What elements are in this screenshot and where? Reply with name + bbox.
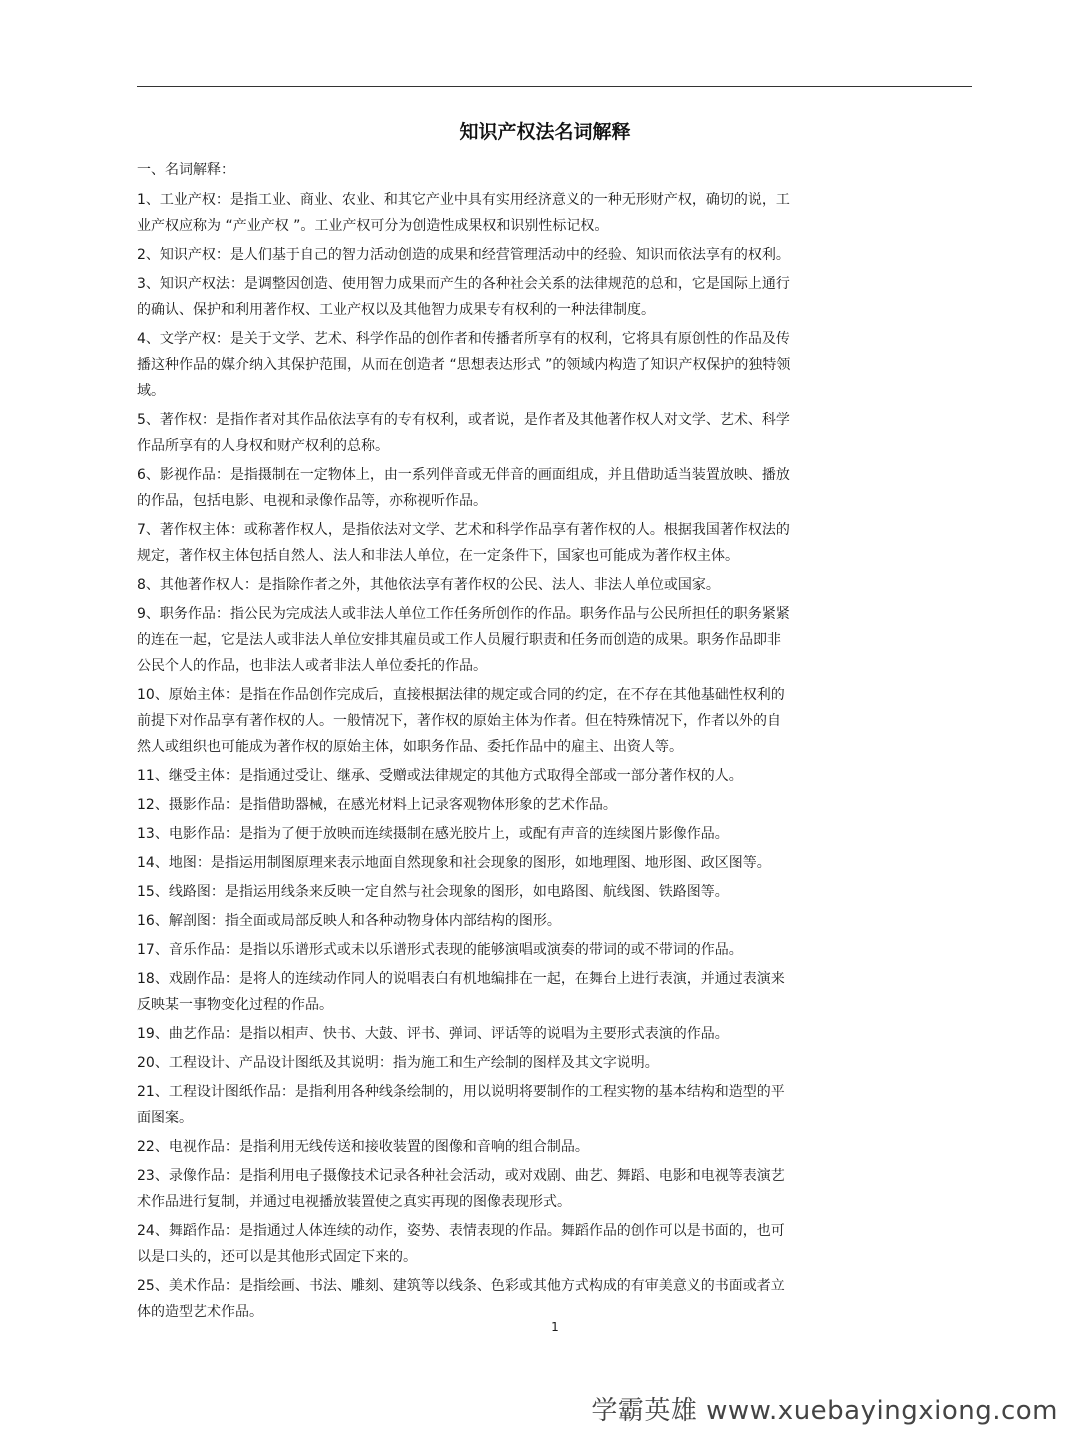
page-number: 1 [551,1320,559,1334]
definition-entry: 7、著作权主体：或称著作权人，是指依法对文学、艺术和科学作品享有著作权的人。根据我国著作权法的 规定，著作权主体包括自然人、法人和非法人单位，在一定条件下，国家也可能成为著作权主体。 [137,522,790,564]
definition-entry: 20、工程设计、产品设计图纸及其说明：指为施工和生产绘制的图样及其文字说明。 [137,1055,659,1071]
definition-entry: 5、著作权：是指作者对其作品依法享有的专有权利，或者说，是作者及其他著作权人对文学、艺术、科学 作品所享有的人身权和财产权利的总称。 [137,412,790,454]
definition-entry: 6、影视作品：是指摄制在一定物体上，由一系列伴音或无伴音的画面组成，并且借助适当装置放映、播放 的作品，包括电影、电视和录像作品等，亦称视听作品。 [137,467,790,509]
definition-entry: 15、线路图：是指运用线条来反映一定自然与社会现象的图形，如电路图、航线图、铁路图等。 [137,884,729,900]
definition-entry: 13、电影作品：是指为了便于放映而连续摄制在感光胶片上，或配有声音的连续图片影像作品。 [137,826,729,842]
definition-entry: 19、曲艺作品：是指以相声、快书、大鼓、评书、弹词、评话等的说唱为主要形式表演的作品。 [137,1026,729,1042]
definition-entry: 23、录像作品：是指利用电子摄像技术记录各种社会活动，或对戏剧、曲艺、舞蹈、电影和电视等表演艺 术作品进行复制，并通过电视播放装置使之真实再现的图像表现形式。 [137,1168,785,1210]
definition-entry: 21、工程设计图纸作品：是指利用各种线条绘制的，用以说明将要制作的工程实物的基本结构和造型的平 面图案。 [137,1084,785,1126]
definition-entry: 12、摄影作品：是指借助器械，在感光材料上记录客观物体形象的艺术作品。 [137,797,617,813]
definition-list [137,187,937,1328]
definition-entry: 3、知识产权法：是调整因创造、使用智力成果而产生的各种社会关系的法律规范的总和，它是国际上通行 的确认、保护和利用著作权、工业产权以及其他智力成果专有权利的一种法律制度。 [137,276,790,318]
definition-entry: 25、美术作品：是指绘画、书法、雕刻、建筑等以线条、色彩或其他方式构成的有审美意义的书面或者立 体的造型艺术作品。 [137,1278,785,1320]
definition-entry: 1、工业产权：是指工业、商业、农业、和其它产业中具有实用经济意义的一种无形财产权，确切的说，工 业产权应称为 “产业产权 ”。工业产权可分为创造性成果权和识别性标记权。 [137,192,790,234]
definition-entry: 4、文学产权：是关于文学、艺术、科学作品的创作者和传播者所享有的权利，它将具有原创性的作品及传 播这种作品的媒介纳入其保护范围，从而在创造者 “思想表达形式 ”的领域内构造了知识产权保护的独特领 域。 [137,331,791,399]
definition-entry: 16、解剖图：指全面或局部反映人和各种动物身体内部结构的图形。 [137,913,561,929]
definition-entry: 22、电视作品：是指利用无线传送和接收装置的图像和音响的组合制品。 [137,1139,589,1155]
document-title: 知识产权法名词解释 [459,121,631,143]
definition-entry: 14、地图：是指运用制图原理来表示地面自然现象和社会现象的图形，如地理图、地形图、政区图等。 [137,855,771,871]
site-watermark: 学霸英雄 www.xuebayingxiong.com [591,1396,1058,1426]
section-heading: 一、名词解释： [137,162,235,178]
definition-entry: 24、舞蹈作品：是指通过人体连续的动作，姿势、表情表现的作品。舞蹈作品的创作可以是书面的，也可 以是口头的，还可以是其他形式固定下来的。 [137,1223,785,1265]
header-rule [137,86,972,87]
definition-entry: 10、原始主体：是指在作品创作完成后，直接根据法律的规定或合同的约定，在不存在其他基础性权利的 前提下对作品享有著作权的人。一般情况下，著作权的原始主体为作者。但在特殊情况下，作者以外的自 然人或组织也可能成为著作权的原始主体，如职务作品、委托作品中的雇主、出资人等。 [137,687,785,755]
definition-entry: 18、戏剧作品：是将人的连续动作同人的说唱表白有机地编排在一起，在舞台上进行表演，并通过表演来 反映某一事物变化过程的作品。 [137,971,785,1013]
definition-entry: 11、继受主体：是指通过受让、继承、受赠或法律规定的其他方式取得全部或一部分著作权的人。 [137,768,743,784]
definition-entry: 8、其他著作权人：是指除作者之外，其他依法享有著作权的公民、法人、非法人单位或国家。 [137,577,720,593]
definition-entry: 2、知识产权：是人们基于自己的智力活动创造的成果和经营管理活动中的经验、知识而依法享有的权利。 [137,247,790,263]
definition-entry: 9、职务作品：指公民为完成法人或非法人单位工作任务所创作的作品。职务作品与公民所担任的职务紧紧 的连在一起，它是法人或非法人单位安排其雇员或工作人员履行职责和任务而创造的成果。职务作品即非 公民个人的作品，也非法人或者非法人单位委托的作品。 [137,606,790,674]
definition-entry: 17、音乐作品：是指以乐谱形式或未以乐谱形式表现的能够演唱或演奏的带词的或不带词的作品。 [137,942,743,958]
